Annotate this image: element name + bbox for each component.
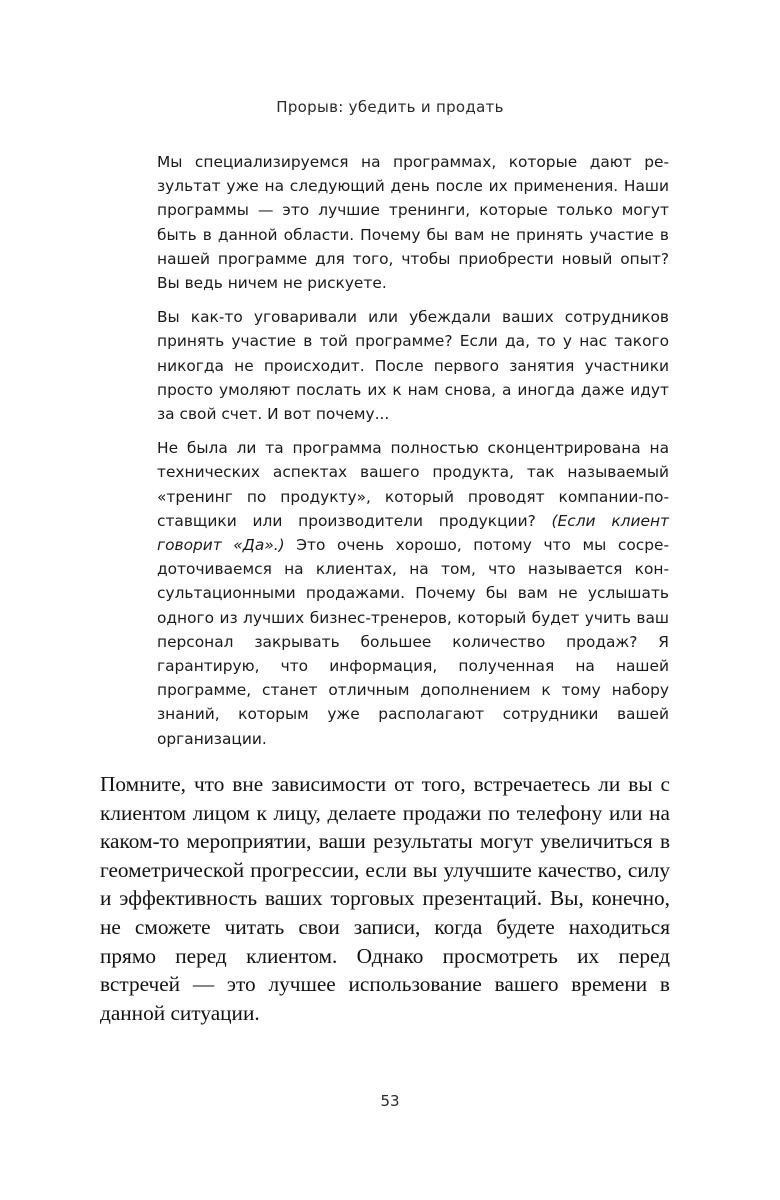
sales-script-block: [157, 150, 669, 761]
page-number: 53: [380, 1092, 400, 1110]
running-title: Прорыв: убедить и продать: [276, 98, 504, 116]
body-paragraph: Помните, что вне зависимости от того, встречаетесь ли вы с клиентом лицом к лицу, делаете продажи по телефону или на каком-то мероприятии, ваши результаты могут увеличиться в геометрической прогрессии, если вы улучшите качество, силу и эффективность ваших торговых презентаций. Вы, конечно, не сможете читать свои записи, когда будете находиться прямо перед клиентом. Однако просмотреть их перед встречей — это лучшее использование вашего времени в данной ситуации.: [100, 772, 670, 1025]
script-stage-direction: (Если клиент говорит «Да».): [157, 511, 669, 555]
script-paragraph-1: Мы специализируемся на программах, которые дают результат уже на следующий день после их применения. Наши программы — это лучшие тренинги, которые только могут быть в данной области. Почему бы вам не принять участие в нашей программе для того, чтобы приобрести новый опыт? Вы ведь ничем не рискуете.: [157, 153, 669, 293]
main-body-text: [100, 770, 670, 1027]
script-paragraph-2: Вы как-то уговаривали или убеждали ваших сотрудников принять участие в той программе? Если да, то у нас такого никогда не происходит. После первого занятия участники просто умоляют послать их к нам снова, а иногда даже идут за свой счет. И вот почему...: [157, 308, 669, 424]
script-paragraph-3-lead: Не была ли та программа полностью сконцентрирована на технических аспектах вашего продукта, так называемый «тренинг по продукту», который проводят компании-поставщики или производители продукции?: [157, 439, 669, 530]
script-paragraph-3-tail: Это очень хорошо, потому что мы сосредоточиваемся на клиентах, на том, что называется консультационными продажами. Почему бы вам не услышать одного из лучших бизнес-тренеров, который будет учить ваш персонал закрывать большее количество продаж? Я гарантирую, что информация, полученная на нашей программе, станет отличным дополнением к тому набору знаний, которым уже располагают сотрудники вашей организации.: [157, 536, 669, 748]
script-paragraph-3: [157, 436, 669, 751]
